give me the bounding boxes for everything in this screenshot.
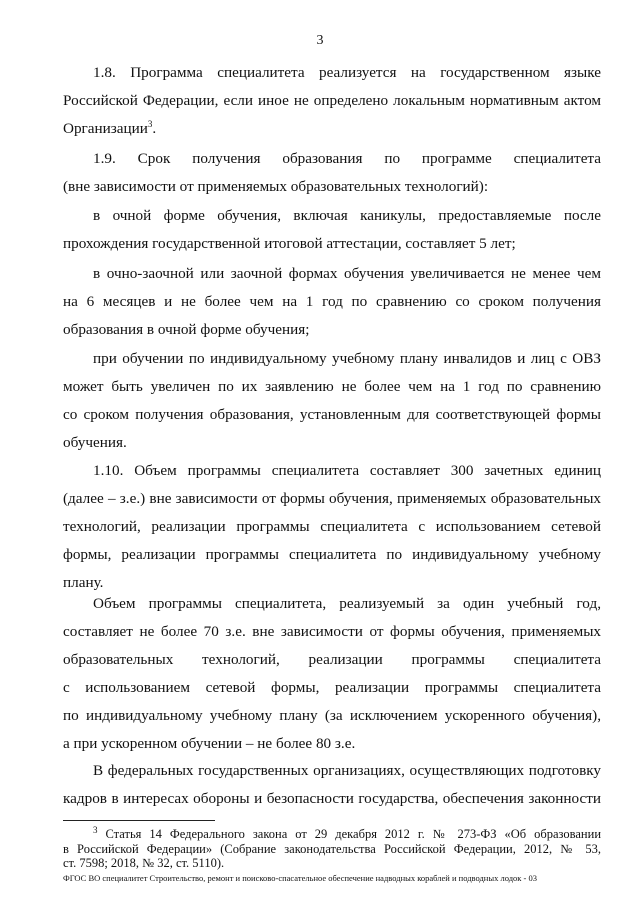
- text-fragment: Статья 14 Федерального закона от 29 декабря 2012 г. № 273-ФЗ «Об образовании: [105, 827, 602, 841]
- text-line: с использованием сетевой формы, реализации программы специалитета: [63, 679, 601, 696]
- text-line: при обучении по индивидуальному учебному плану инвалидов и лиц с ОВЗ: [93, 350, 601, 367]
- page-number: 3: [316, 33, 324, 48]
- footnote-divider: [63, 820, 215, 821]
- paragraph-individual-plan: [63, 345, 601, 457]
- text-line: образовательных технологий, реализации программы специалитета: [63, 651, 601, 668]
- text-line: кадров в интересах обороны и безопасности государства, обеспечения законности: [63, 790, 601, 807]
- text-line: в очно-заочной или заочной формах обучения увеличивается не менее чем: [93, 265, 601, 282]
- paragraph-part-time: [63, 260, 601, 344]
- text-line: составляет не более 70 з.е. вне зависимости от формы обучения, применяемых: [63, 623, 601, 640]
- paragraph-1-8: [63, 59, 601, 143]
- text-line: (вне зависимости от применяемых образовательных технологий):: [63, 178, 489, 195]
- text-line: формы, реализации программы специалитета по индивидуальному учебному: [63, 546, 601, 563]
- paragraph-full-time: [63, 202, 601, 258]
- text-line: на 6 месяцев и не более чем на 1 год по сравнению со сроком получения: [63, 293, 601, 310]
- text-line: в очной форме обучения, включая каникулы, предоставляемые после: [93, 207, 601, 224]
- text-line: по индивидуальному учебному плану (за исключением ускоренного обучения),: [63, 707, 601, 724]
- text-line: [63, 115, 601, 143]
- text-line: обучения.: [63, 434, 127, 451]
- text-line: 1.10. Объем программы специалитета составляет 300 зачетных единиц: [93, 462, 601, 479]
- text-line: ст. 7598; 2018, № 32, ст. 5110).: [63, 856, 225, 870]
- text-line: со сроком получения образования, установленным для соответствующей формы: [63, 406, 601, 423]
- text-line: В федеральных государственных организациях, осуществляющих подготовку: [93, 762, 601, 779]
- paragraph-federal: [63, 757, 601, 813]
- text-fragment: .: [152, 120, 157, 137]
- text-line: 1.9. Срок получения образования по программе специалитета: [93, 150, 601, 167]
- text-line: Российской Федерации, если иное не определено локальным нормативным актом: [63, 92, 601, 109]
- text-line: (далее – з.е.) вне зависимости от формы обучения, применяемых образовательных: [63, 490, 601, 507]
- footnote: [63, 824, 602, 871]
- text-line: а при ускоренном обучении – не более 80 з.е.: [63, 735, 356, 752]
- paragraph-1-9: [63, 145, 601, 201]
- paragraph-annual-volume: [63, 590, 601, 758]
- text-line: технологий, реализации программы специалитета с использованием сетевой: [63, 518, 601, 535]
- text-fragment: Организации: [63, 120, 148, 137]
- footnote-reference: 3: [147, 118, 153, 129]
- paragraph-1-10: [63, 457, 601, 597]
- text-line: 1.8. Программа специалитета реализуется на государственном языке: [93, 64, 601, 81]
- text-line: прохождения государственной итоговой аттестации, составляет 5 лет;: [63, 235, 516, 252]
- text-line: может быть увеличен по их заявлению не более чем на 1 год по сравнению: [63, 378, 601, 395]
- page-footer: ФГОС ВО специалитет Строительство, ремонт и поисково-спасательное обеспечение надводных кораблей и подводных лодок - 03: [63, 873, 537, 883]
- text-line: плану.: [63, 574, 104, 591]
- text-line: в Российской Федерации» (Собрание законодательства Российской Федерации, 2012, № 53,: [63, 841, 601, 856]
- text-line: Объем программы специалитета, реализуемый за один учебный год,: [93, 595, 601, 612]
- text-line: [63, 824, 602, 842]
- text-line: образования в очной форме обучения;: [63, 321, 310, 338]
- footnote-mark: 3: [93, 824, 98, 835]
